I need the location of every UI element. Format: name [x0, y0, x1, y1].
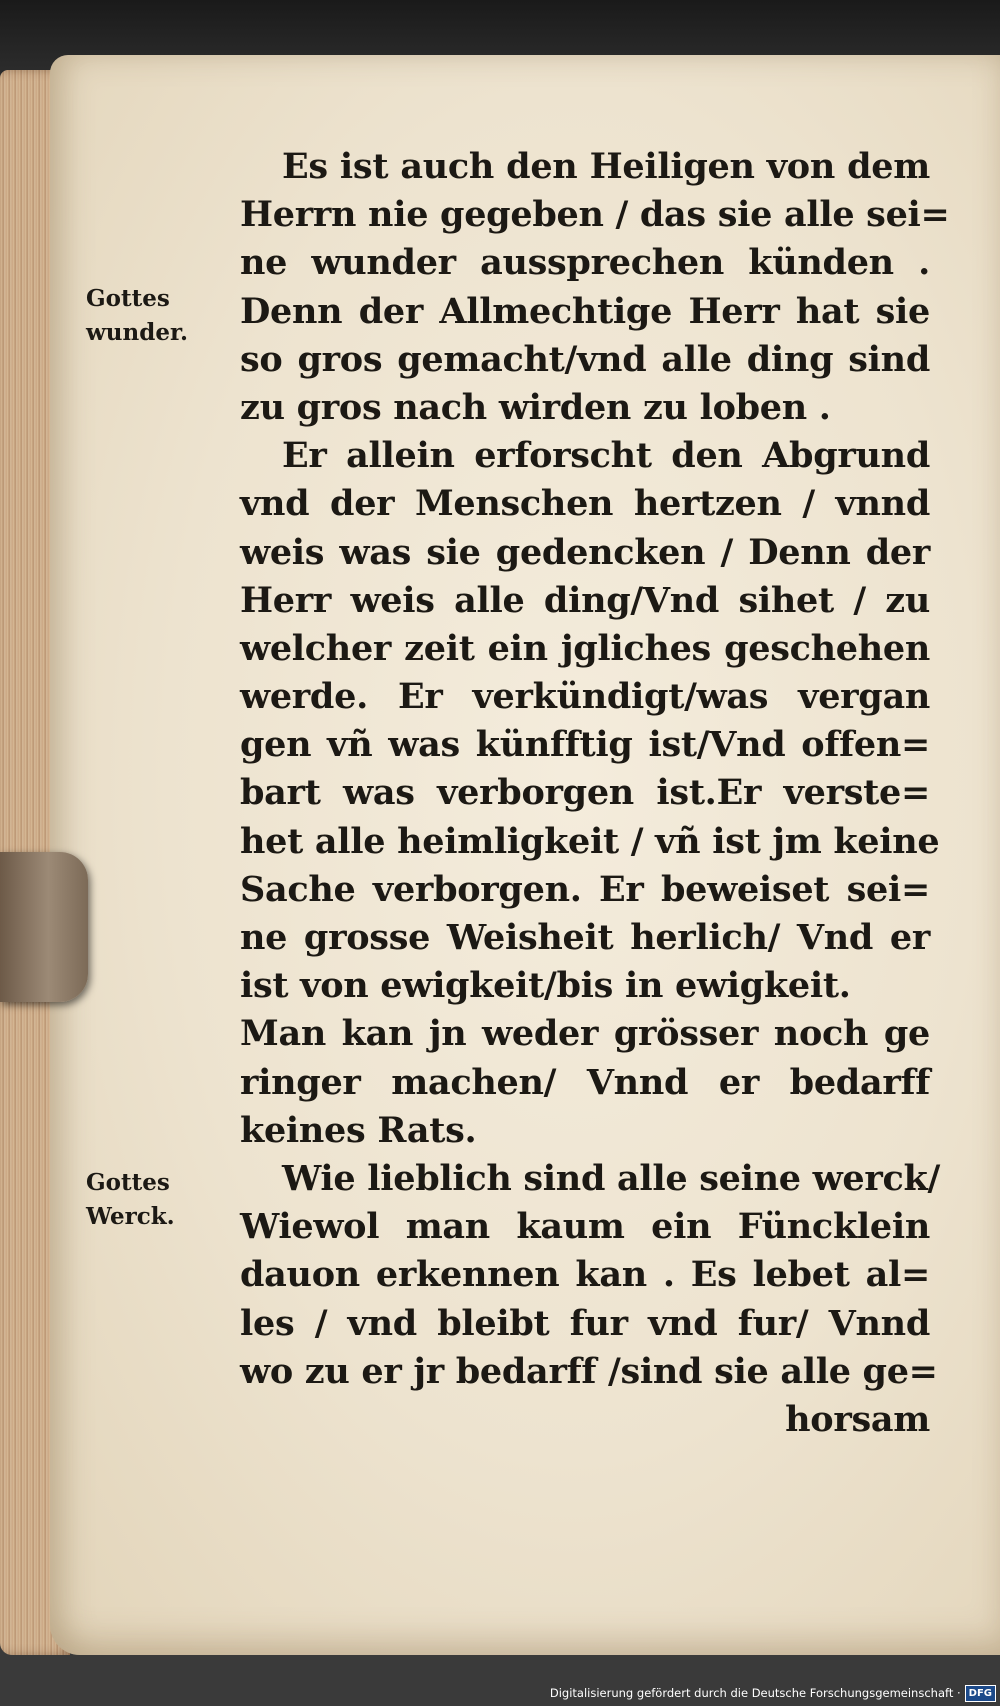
marginal-note-gottes-werck [86, 1166, 206, 1234]
catchword: horsam [785, 1398, 930, 1440]
dfg-logo: DFG [965, 1685, 996, 1702]
text-line: keines Rats. [240, 1109, 477, 1151]
text-line: ist von ewigkeit/bis in ewigkeit. [240, 965, 851, 1007]
book-clasp [0, 852, 88, 1002]
marginal-note-line: wunder. [86, 319, 188, 346]
text-line: bart was verborgen ist.Er verste= [240, 772, 930, 814]
text-line: Wiewol man kaum ein Füncklein [240, 1206, 930, 1248]
marginal-note-line: Gottes [86, 1169, 170, 1196]
text-line: Er allein erforscht den Abgrund [282, 435, 930, 477]
text-line: Es ist auch den Heiligen von dem [282, 146, 930, 187]
text-line: Denn der Allmechtige Herr hat sie [240, 290, 930, 332]
marginal-note-line: Werck. [86, 1203, 175, 1230]
text-line: zu gros nach wirden zu loben . [240, 386, 831, 428]
text-line: het alle heimligkeit / vñ ist jm keine [240, 820, 940, 862]
text-line: gen vñ was künfftig ist/Vnd offen= [240, 724, 930, 766]
text-line: Sache verborgen. Er beweiset sei= [240, 868, 930, 910]
text-line: ne grosse Weisheit herlich/ Vnd er [240, 917, 930, 958]
text-line: weis was sie gedencken / Denn der [240, 531, 930, 573]
text-line: Herr weis alle ding/Vnd sihet / zu [240, 579, 930, 621]
text-line: dauon erkennen kan . Es lebet al= [240, 1254, 930, 1296]
text-line: so gros gemacht/vnd alle ding sind [240, 338, 930, 380]
text-line: ne wunder aussprechen künden . [240, 242, 930, 284]
text-line: Herrn nie gegeben / das sie alle sei= [240, 194, 950, 236]
text-line: wo zu er jr bedarff /sind sie alle ge= [240, 1350, 938, 1392]
text-line: werde. Er verkündigt/was vergan [240, 676, 930, 718]
digitization-credit [550, 1684, 996, 1702]
text-line: Man kan jn weder grösser noch ge [240, 1013, 930, 1055]
credit-text: Digitalisierung gefördert durch die Deutsche Forschungsgemeinschaft · [549, 1686, 961, 1700]
text-line: les / vnd bleibt fur vnd fur/ Vnnd [240, 1302, 930, 1344]
text-line: welcher zeit ein jgliches geschehen [240, 627, 930, 669]
text-line: vnd der Menschen hertzen / vnnd [240, 483, 930, 525]
marginal-note-gottes-wunder [86, 282, 206, 350]
text-line: Wie lieblich sind alle seine werck/ [282, 1157, 940, 1199]
main-text-block [240, 143, 950, 1444]
text-line: ringer machen/ Vnnd er bedarff [240, 1061, 930, 1103]
marginal-note-line: Gottes [86, 285, 170, 312]
